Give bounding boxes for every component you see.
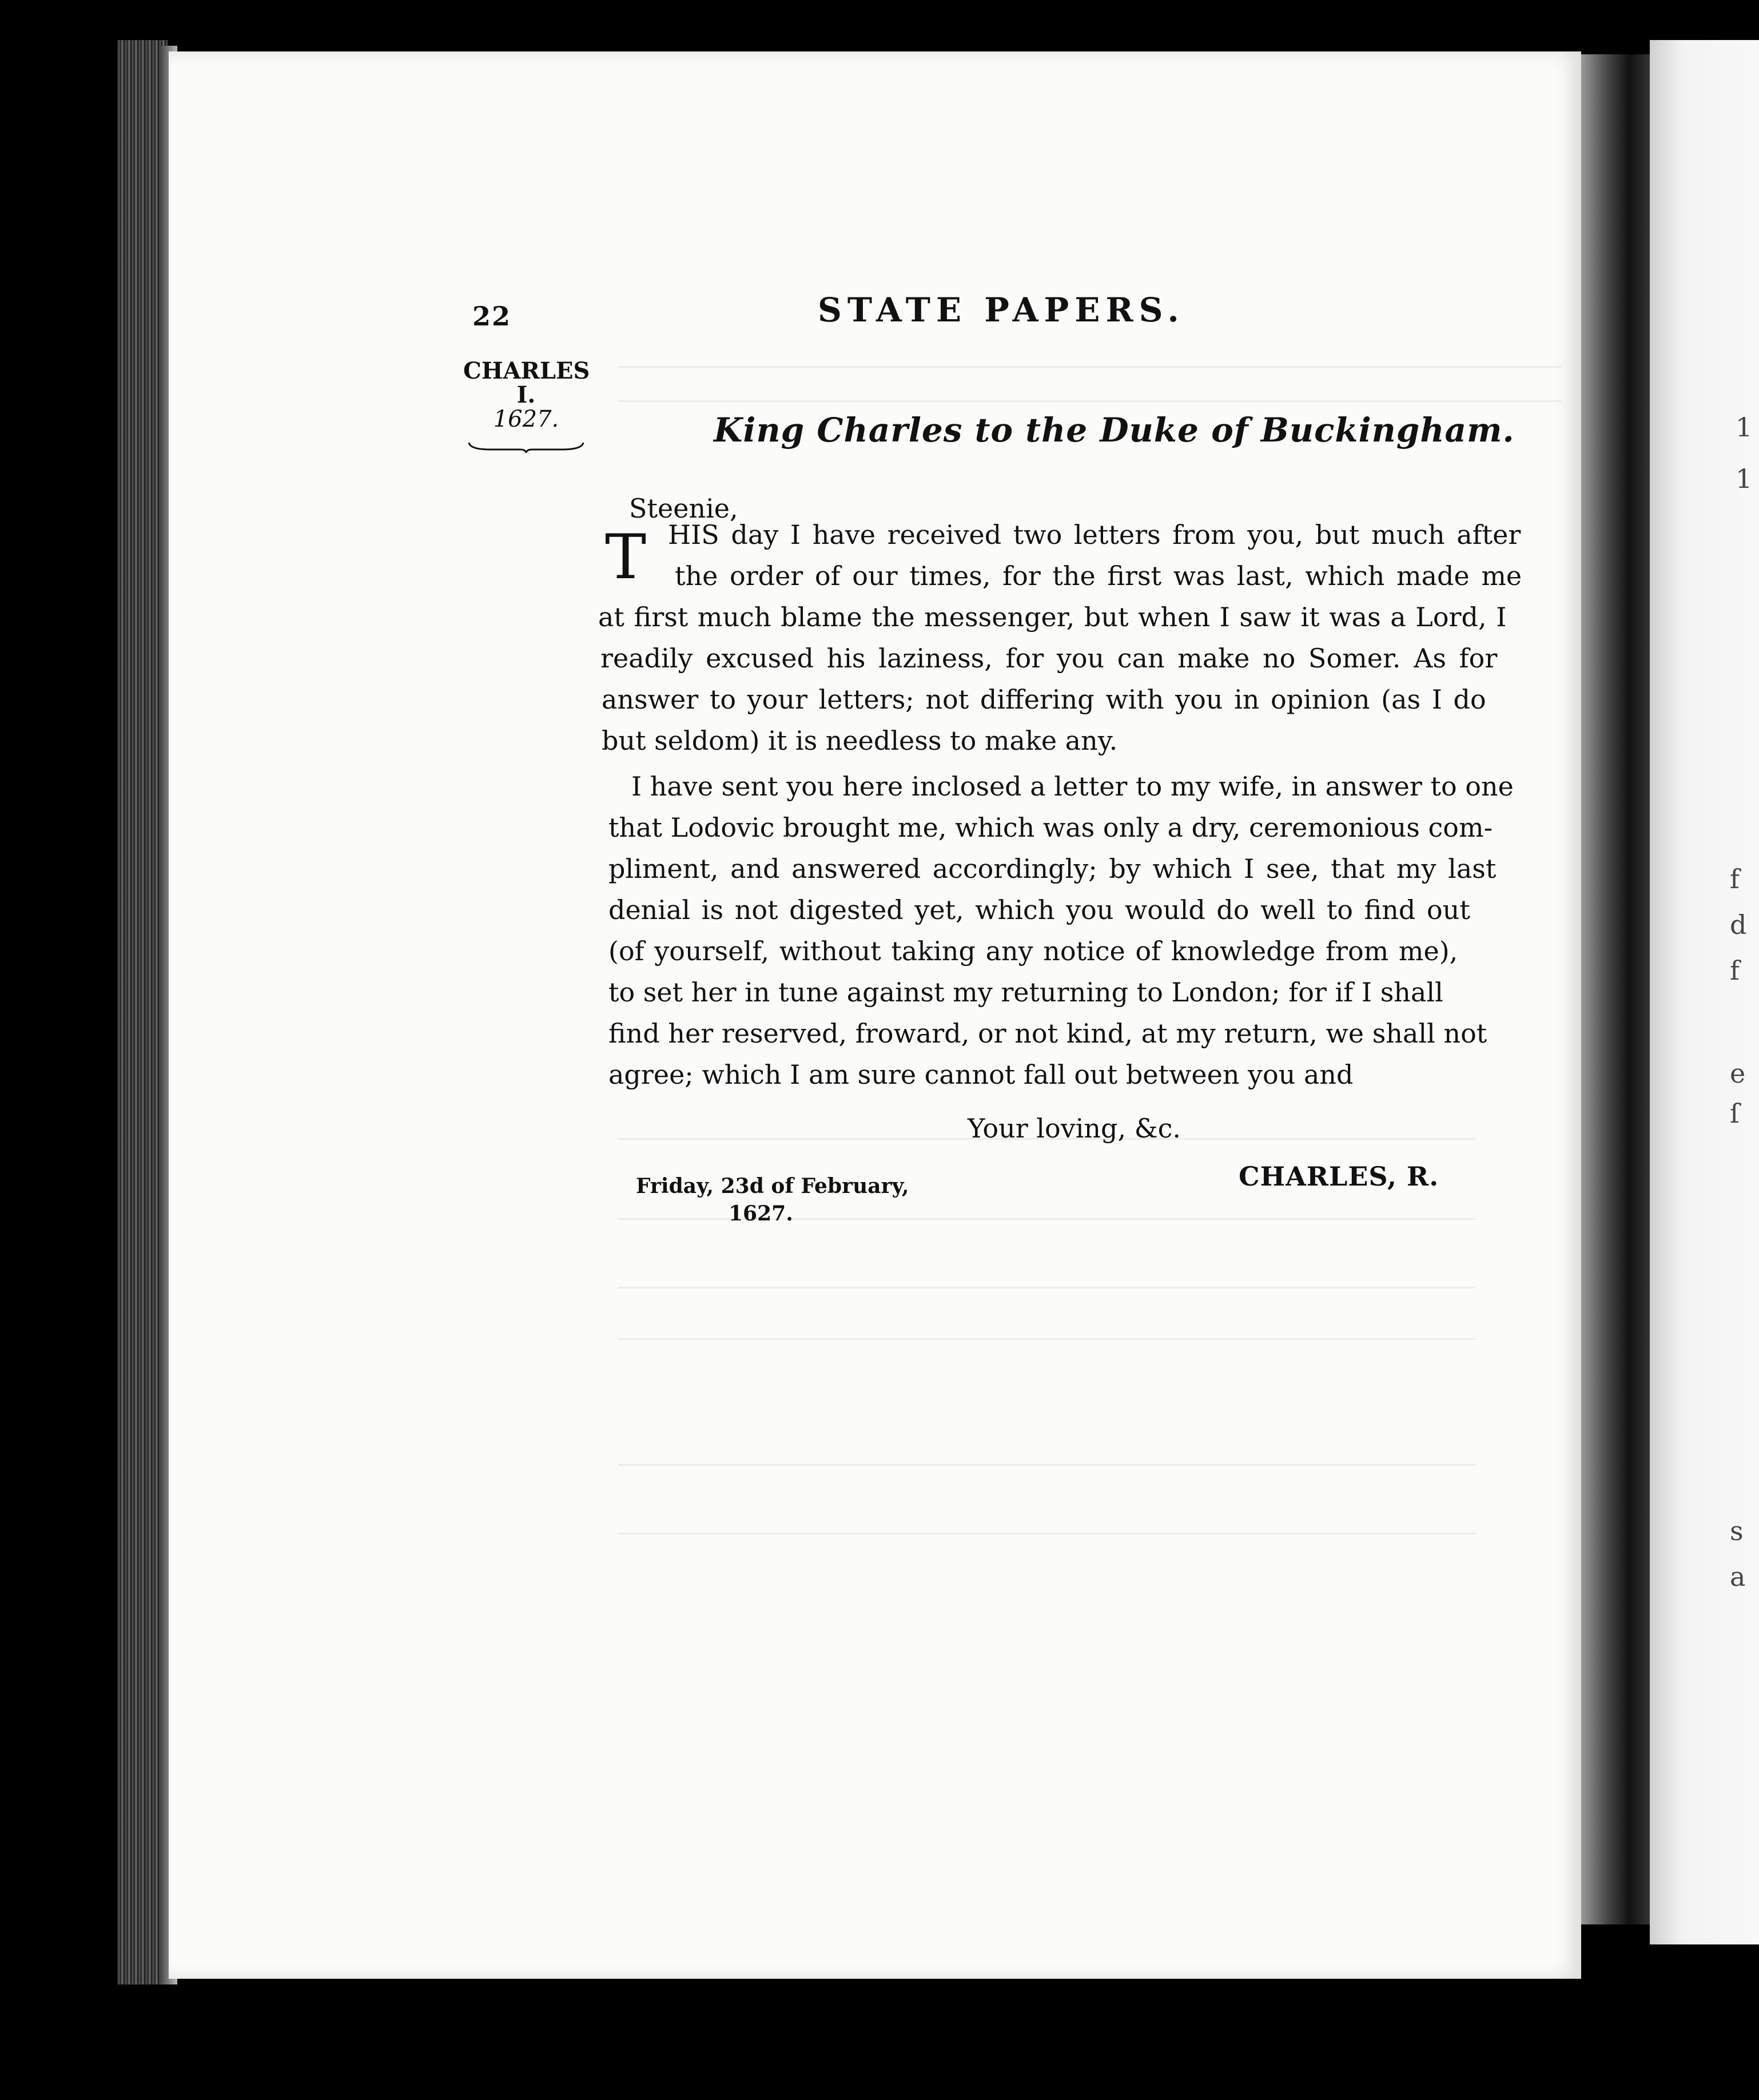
show-through-line — [618, 1287, 1475, 1288]
show-through-line — [618, 366, 1561, 368]
show-through-line — [618, 400, 1561, 402]
facing-page-char: f — [1730, 955, 1740, 986]
show-through-line — [618, 1533, 1475, 1534]
show-through-line — [618, 1338, 1475, 1340]
margin-note-numeral: I. — [516, 381, 536, 408]
body-line: find her reserved, froward, or not kind, at my return, we shall not — [608, 1018, 1487, 1049]
body-line: denial is not digested yet, which you would do well to find out — [608, 894, 1470, 925]
margin-note — [463, 359, 589, 431]
book-gutter — [1581, 54, 1650, 1924]
facing-page-char: d — [1730, 909, 1747, 940]
facing-page-char: e — [1730, 1058, 1746, 1089]
show-through-line — [618, 1464, 1475, 1466]
facing-page-char: 1 — [1736, 463, 1753, 494]
facing-page-fragment — [1650, 40, 1759, 1944]
body-line: (of yourself, without taking any notice of knowledge from me), — [608, 936, 1458, 967]
margin-note-year: 1627. — [493, 406, 559, 432]
body-line: that Lodovic brought me, which was only a dry, ceremonious com- — [608, 812, 1493, 843]
body-line: agree; which I am sure cannot fall out between you and — [608, 1059, 1354, 1090]
dateline-year: 1627. — [729, 1202, 793, 1226]
page-number: 22 — [472, 301, 512, 332]
margin-note-name: CHARLES — [463, 357, 590, 384]
running-head: STATE PAPERS. — [818, 291, 1185, 329]
body-line: readily excused his laziness, for you can make no Somer. As for — [600, 643, 1498, 674]
body-line: HIS day I have received two letters from you, but much after — [668, 519, 1521, 550]
closing: Your loving, &c. — [968, 1113, 1181, 1144]
signature: CHARLES, R. — [1239, 1161, 1439, 1192]
facing-page-char: ſ — [1730, 1098, 1740, 1129]
book-page — [169, 51, 1581, 1979]
facing-page-char: 1 — [1736, 412, 1753, 443]
margin-brace — [468, 442, 584, 453]
drop-cap: T — [605, 522, 647, 593]
facing-page-char: f — [1730, 864, 1740, 894]
facing-page-char: a — [1730, 1561, 1746, 1592]
body-line: pliment, and answered accordingly; by which I see, that my last — [608, 853, 1497, 884]
facing-page-char: s — [1730, 1516, 1744, 1546]
dateline-day: Friday, 23d of February, — [636, 1174, 909, 1198]
body-line: the order of our times, for the first was last, which made me — [675, 560, 1522, 591]
body-line: I have sent you here inclosed a letter to my wife, in answer to one — [631, 771, 1514, 802]
body-line: to set her in tune against my returning to London; for if I shall — [608, 977, 1443, 1008]
salutation: Steenie, — [629, 493, 738, 524]
body-line: but seldom) it is needless to make any. — [602, 725, 1118, 756]
dateline — [636, 1172, 909, 1227]
letter-title: King Charles to the Duke of Buckingham. — [714, 411, 1515, 450]
body-line: at first much blame the messenger, but when I saw it was a Lord, I — [598, 602, 1507, 633]
body-line: answer to your letters; not differing with you in opinion (as I do — [602, 684, 1486, 715]
